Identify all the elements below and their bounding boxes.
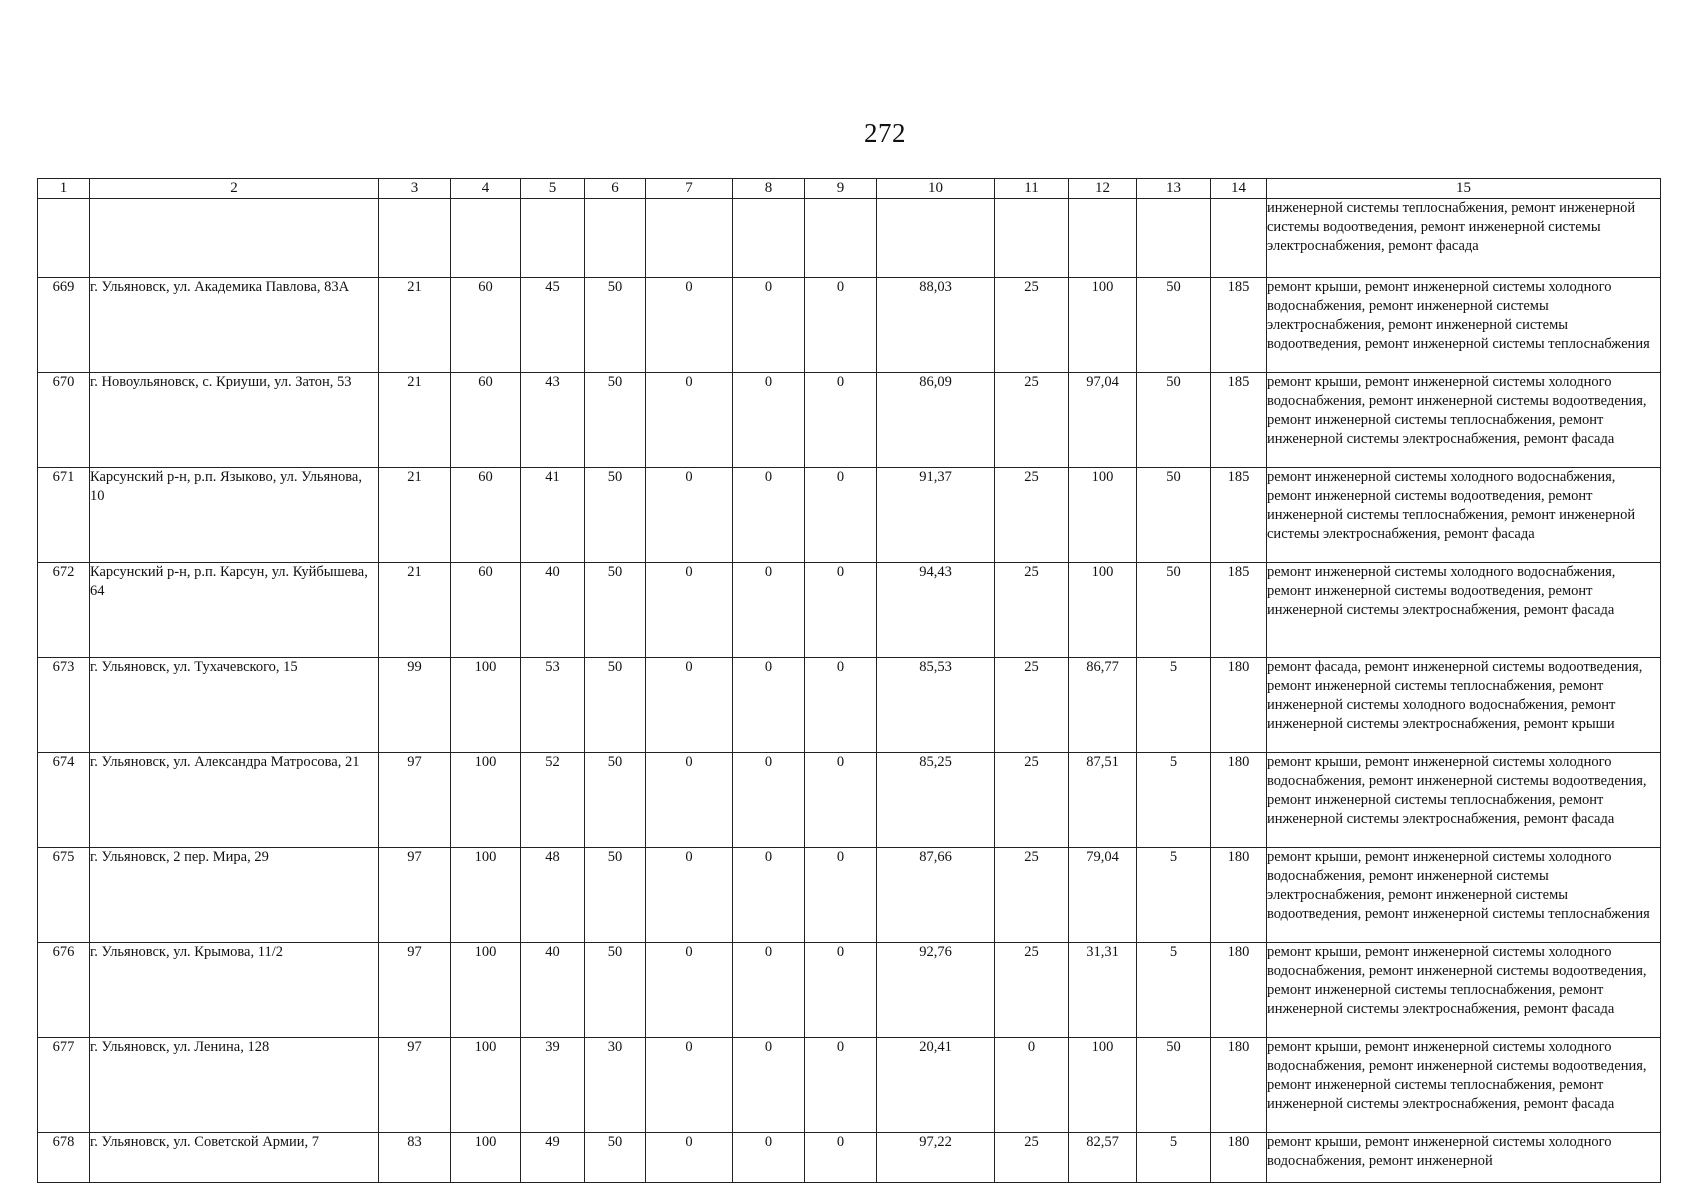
address-cell: г. Ульяновск, ул. Тухачевского, 15	[90, 658, 379, 753]
column-header: 3	[379, 179, 451, 199]
col10-cell: 88,03	[877, 278, 995, 373]
address-cell: г. Ульяновск, ул. Ленина, 128	[90, 1038, 379, 1133]
col7-cell: 0	[646, 658, 733, 753]
column-header: 2	[90, 179, 379, 199]
col13-cell: 5	[1137, 943, 1211, 1038]
col7-cell: 0	[646, 278, 733, 373]
column-header: 10	[877, 179, 995, 199]
works-cell: ремонт крыши, ремонт инженерной системы холодного водоснабжения, ремонт инженерной системы водоотведения, ремонт инженерной системы теплоснабжения, ремонт инженерной системы электроснабжения, ремонт фасада	[1267, 1038, 1661, 1133]
col4-cell: 60	[451, 468, 521, 563]
table-row	[38, 1133, 1661, 1183]
column-header: 5	[521, 179, 585, 199]
column-header: 1	[38, 179, 90, 199]
continuation-row	[38, 199, 1661, 278]
column-header: 11	[995, 179, 1069, 199]
col13-cell: 50	[1137, 1038, 1211, 1133]
col11-cell: 25	[995, 563, 1069, 658]
works-cell: ремонт крыши, ремонт инженерной системы холодного водоснабжения, ремонт инженерной системы водоотведения, ремонт инженерной системы теплоснабжения, ремонт инженерной системы электроснабжения, ремонт фасада	[1267, 943, 1661, 1038]
col6-cell: 50	[585, 943, 646, 1038]
col12-cell: 97,04	[1069, 373, 1137, 468]
works-cell: ремонт инженерной системы холодного водоснабжения, ремонт инженерной системы водоотведения, ремонт инженерной системы теплоснабжения, ремонт инженерной системы электроснабжения, ремонт фасада	[1267, 468, 1661, 563]
col5-cell: 43	[521, 373, 585, 468]
empty-cell	[379, 199, 451, 278]
row-number-cell: 670	[38, 373, 90, 468]
col10-cell: 92,76	[877, 943, 995, 1038]
col14-cell: 185	[1211, 278, 1267, 373]
works-cell: ремонт крыши, ремонт инженерной системы холодного водоснабжения, ремонт инженерной системы электроснабжения, ремонт инженерной системы водоотведения, ремонт инженерной системы теплоснабжения	[1267, 278, 1661, 373]
header-row	[38, 179, 1661, 199]
col5-cell: 40	[521, 563, 585, 658]
col3-cell: 97	[379, 753, 451, 848]
address-cell: г. Ульяновск, 2 пер. Мира, 29	[90, 848, 379, 943]
col11-cell: 25	[995, 1133, 1069, 1183]
empty-cell	[805, 199, 877, 278]
address-cell: Карсунский р-н, р.п. Карсун, ул. Куйбышева, 64	[90, 563, 379, 658]
table-row	[38, 468, 1661, 563]
table-row	[38, 943, 1661, 1038]
col3-cell: 97	[379, 943, 451, 1038]
works-cell: ремонт крыши, ремонт инженерной системы холодного водоснабжения, ремонт инженерной системы водоотведения, ремонт инженерной системы теплоснабжения, ремонт инженерной системы электроснабжения, ремонт фасада	[1267, 753, 1661, 848]
col13-cell: 5	[1137, 658, 1211, 753]
col5-cell: 40	[521, 943, 585, 1038]
col14-cell: 180	[1211, 1038, 1267, 1133]
col9-cell: 0	[805, 1038, 877, 1133]
col3-cell: 21	[379, 373, 451, 468]
col12-cell: 31,31	[1069, 943, 1137, 1038]
col4-cell: 100	[451, 943, 521, 1038]
col9-cell: 0	[805, 278, 877, 373]
col12-cell: 87,51	[1069, 753, 1137, 848]
column-header: 13	[1137, 179, 1211, 199]
col10-cell: 86,09	[877, 373, 995, 468]
col8-cell: 0	[733, 278, 805, 373]
col12-cell: 100	[1069, 563, 1137, 658]
col3-cell: 21	[379, 563, 451, 658]
empty-cell	[451, 199, 521, 278]
col8-cell: 0	[733, 753, 805, 848]
address-cell: г. Ульяновск, ул. Крымова, 11/2	[90, 943, 379, 1038]
row-number-cell: 677	[38, 1038, 90, 1133]
col14-cell: 180	[1211, 848, 1267, 943]
column-header: 6	[585, 179, 646, 199]
col9-cell: 0	[805, 373, 877, 468]
col6-cell: 50	[585, 278, 646, 373]
column-header: 9	[805, 179, 877, 199]
col9-cell: 0	[805, 1133, 877, 1183]
works-cell: ремонт крыши, ремонт инженерной системы холодного водоснабжения, ремонт инженерной системы водоотведения, ремонт инженерной системы теплоснабжения, ремонт инженерной системы электроснабжения, ремонт фасада	[1267, 373, 1661, 468]
empty-cell	[1069, 199, 1137, 278]
col6-cell: 50	[585, 848, 646, 943]
col7-cell: 0	[646, 753, 733, 848]
col9-cell: 0	[805, 848, 877, 943]
col5-cell: 48	[521, 848, 585, 943]
col7-cell: 0	[646, 373, 733, 468]
table-row	[38, 373, 1661, 468]
col8-cell: 0	[733, 943, 805, 1038]
empty-cell	[733, 199, 805, 278]
column-header: 14	[1211, 179, 1267, 199]
col14-cell: 180	[1211, 1133, 1267, 1183]
col11-cell: 25	[995, 658, 1069, 753]
col4-cell: 60	[451, 563, 521, 658]
address-cell: г. Ульяновск, ул. Советской Армии, 7	[90, 1133, 379, 1183]
col4-cell: 100	[451, 1038, 521, 1133]
col6-cell: 50	[585, 373, 646, 468]
column-header: 4	[451, 179, 521, 199]
col14-cell: 180	[1211, 658, 1267, 753]
row-number-cell: 675	[38, 848, 90, 943]
col13-cell: 5	[1137, 1133, 1211, 1183]
col10-cell: 87,66	[877, 848, 995, 943]
row-number-cell: 672	[38, 563, 90, 658]
col11-cell: 25	[995, 943, 1069, 1038]
col7-cell: 0	[646, 1133, 733, 1183]
col3-cell: 21	[379, 468, 451, 563]
col5-cell: 52	[521, 753, 585, 848]
col13-cell: 50	[1137, 468, 1211, 563]
row-number-cell: 674	[38, 753, 90, 848]
col14-cell: 185	[1211, 468, 1267, 563]
col14-cell: 180	[1211, 753, 1267, 848]
col13-cell: 50	[1137, 373, 1211, 468]
col11-cell: 25	[995, 468, 1069, 563]
col12-cell: 100	[1069, 468, 1137, 563]
address-cell: г. Новоульяновск, с. Криуши, ул. Затон, 53	[90, 373, 379, 468]
col12-cell: 100	[1069, 1038, 1137, 1133]
col11-cell: 25	[995, 753, 1069, 848]
col10-cell: 97,22	[877, 1133, 995, 1183]
col3-cell: 99	[379, 658, 451, 753]
register-table	[37, 178, 1661, 1183]
col11-cell: 25	[995, 848, 1069, 943]
col12-cell: 100	[1069, 278, 1137, 373]
works-cell: инженерной системы теплоснабжения, ремонт инженерной системы водоотведения, ремонт инженерной системы электроснабжения, ремонт фасада	[1267, 199, 1661, 278]
col5-cell: 41	[521, 468, 585, 563]
col6-cell: 50	[585, 753, 646, 848]
col3-cell: 97	[379, 1038, 451, 1133]
column-header: 8	[733, 179, 805, 199]
col12-cell: 79,04	[1069, 848, 1137, 943]
col7-cell: 0	[646, 563, 733, 658]
col7-cell: 0	[646, 1038, 733, 1133]
col8-cell: 0	[733, 563, 805, 658]
address-cell: г. Ульяновск, ул. Академика Павлова, 83А	[90, 278, 379, 373]
col5-cell: 53	[521, 658, 585, 753]
row-number-cell: 676	[38, 943, 90, 1038]
row-number-cell: 669	[38, 278, 90, 373]
empty-cell	[995, 199, 1069, 278]
col8-cell: 0	[733, 848, 805, 943]
col9-cell: 0	[805, 658, 877, 753]
empty-cell	[1137, 199, 1211, 278]
works-cell: ремонт крыши, ремонт инженерной системы холодного водоснабжения, ремонт инженерной системы электроснабжения, ремонт инженерной системы водоотведения, ремонт инженерной системы теплоснабжения	[1267, 848, 1661, 943]
col13-cell: 5	[1137, 753, 1211, 848]
page-number: 272	[864, 118, 906, 148]
col7-cell: 0	[646, 848, 733, 943]
col6-cell: 50	[585, 1133, 646, 1183]
col12-cell: 86,77	[1069, 658, 1137, 753]
col13-cell: 50	[1137, 563, 1211, 658]
col10-cell: 91,37	[877, 468, 995, 563]
col8-cell: 0	[733, 468, 805, 563]
col4-cell: 100	[451, 658, 521, 753]
column-header: 7	[646, 179, 733, 199]
col6-cell: 50	[585, 468, 646, 563]
table-row	[38, 278, 1661, 373]
col14-cell: 185	[1211, 563, 1267, 658]
col3-cell: 97	[379, 848, 451, 943]
row-number-cell: 671	[38, 468, 90, 563]
table-row	[38, 563, 1661, 658]
col5-cell: 49	[521, 1133, 585, 1183]
col5-cell: 45	[521, 278, 585, 373]
col7-cell: 0	[646, 943, 733, 1038]
col3-cell: 83	[379, 1133, 451, 1183]
table-row	[38, 1038, 1661, 1133]
empty-cell	[521, 199, 585, 278]
empty-cell	[1211, 199, 1267, 278]
col9-cell: 0	[805, 943, 877, 1038]
col10-cell: 85,25	[877, 753, 995, 848]
col11-cell: 0	[995, 1038, 1069, 1133]
col10-cell: 94,43	[877, 563, 995, 658]
col11-cell: 25	[995, 373, 1069, 468]
address-cell: Карсунский р-н, р.п. Языково, ул. Ульянова, 10	[90, 468, 379, 563]
col13-cell: 50	[1137, 278, 1211, 373]
row-number-cell: 678	[38, 1133, 90, 1183]
col4-cell: 100	[451, 1133, 521, 1183]
column-header: 15	[1267, 179, 1661, 199]
col3-cell: 21	[379, 278, 451, 373]
row-number-cell: 673	[38, 658, 90, 753]
empty-cell	[585, 199, 646, 278]
col6-cell: 30	[585, 1038, 646, 1133]
empty-cell	[38, 199, 90, 278]
works-cell: ремонт инженерной системы холодного водоснабжения, ремонт инженерной системы водоотведения, ремонт инженерной системы электроснабжения, ремонт фасада	[1267, 563, 1661, 658]
table-row	[38, 848, 1661, 943]
col13-cell: 5	[1137, 848, 1211, 943]
col9-cell: 0	[805, 563, 877, 658]
col4-cell: 60	[451, 373, 521, 468]
col7-cell: 0	[646, 468, 733, 563]
col6-cell: 50	[585, 563, 646, 658]
empty-cell	[877, 199, 995, 278]
col6-cell: 50	[585, 658, 646, 753]
col8-cell: 0	[733, 1133, 805, 1183]
col10-cell: 85,53	[877, 658, 995, 753]
col4-cell: 100	[451, 848, 521, 943]
col14-cell: 180	[1211, 943, 1267, 1038]
col11-cell: 25	[995, 278, 1069, 373]
col8-cell: 0	[733, 658, 805, 753]
col9-cell: 0	[805, 753, 877, 848]
col12-cell: 82,57	[1069, 1133, 1137, 1183]
col4-cell: 100	[451, 753, 521, 848]
col14-cell: 185	[1211, 373, 1267, 468]
works-cell: ремонт крыши, ремонт инженерной системы холодного водоснабжения, ремонт инженерной	[1267, 1133, 1661, 1183]
col10-cell: 20,41	[877, 1038, 995, 1133]
col4-cell: 60	[451, 278, 521, 373]
table-row	[38, 753, 1661, 848]
empty-cell	[646, 199, 733, 278]
col5-cell: 39	[521, 1038, 585, 1133]
col8-cell: 0	[733, 373, 805, 468]
col9-cell: 0	[805, 468, 877, 563]
works-cell: ремонт фасада, ремонт инженерной системы водоотведения, ремонт инженерной системы теплоснабжения, ремонт инженерной системы холодного водоснабжения, ремонт инженерной системы электроснабжения, ремонт крыши	[1267, 658, 1661, 753]
address-cell: г. Ульяновск, ул. Александра Матросова, 21	[90, 753, 379, 848]
empty-cell	[90, 199, 379, 278]
col8-cell: 0	[733, 1038, 805, 1133]
column-header: 12	[1069, 179, 1137, 199]
table-row	[38, 658, 1661, 753]
